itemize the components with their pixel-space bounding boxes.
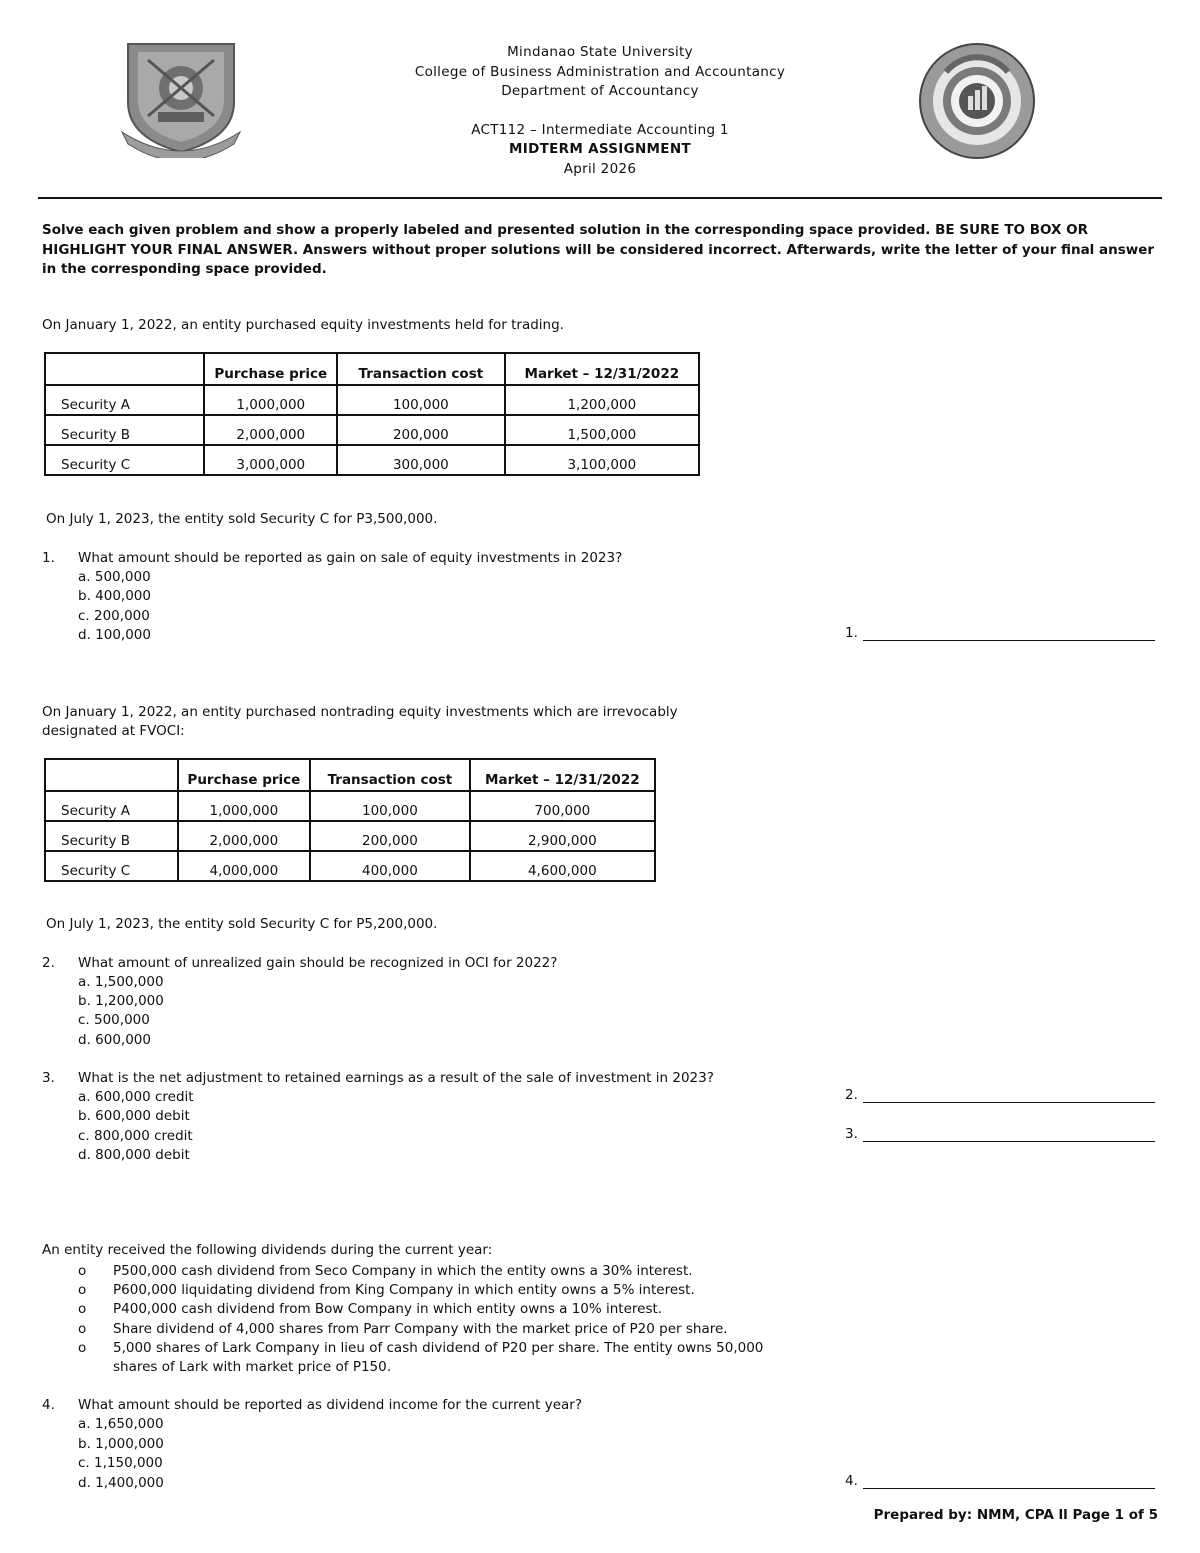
department-name: Department of Accountancy xyxy=(501,83,699,99)
table-cell: 1,200,000 xyxy=(505,385,699,415)
answer-label: 1. xyxy=(845,625,858,641)
table-cell: 1,500,000 xyxy=(505,415,699,445)
table-header-cell: Transaction cost xyxy=(337,353,505,385)
choice-d: d. 100,000 xyxy=(78,627,151,643)
answer-label: 2. xyxy=(845,1087,858,1103)
table-cell: 3,100,000 xyxy=(505,445,699,475)
table-cell: 3,000,000 xyxy=(204,445,337,475)
choice-a: a. 1,650,000 xyxy=(78,1416,164,1432)
bullet-marker: o xyxy=(78,1263,87,1279)
dividend-item: P600,000 liquidating dividend from King Company in which entity owns a 5% interest. xyxy=(113,1282,695,1298)
problem2-table xyxy=(44,758,656,882)
table-header-row xyxy=(45,759,655,791)
table-cell: Security A xyxy=(45,385,204,415)
course-title: ACT112 – Intermediate Accounting 1 xyxy=(471,122,729,138)
dividend-item: P500,000 cash dividend from Seco Company in which the entity owns a 30% interest. xyxy=(113,1263,693,1279)
bullet-marker: o xyxy=(78,1321,87,1337)
bullet-marker: o xyxy=(78,1282,87,1298)
table-cell: Security C xyxy=(45,445,204,475)
choice-c: c. 500,000 xyxy=(78,1012,150,1028)
table-cell: Security C xyxy=(45,851,178,881)
table-cell: 4,600,000 xyxy=(470,851,655,881)
choice-a: a. 1,500,000 xyxy=(78,974,164,990)
question-text: What amount should be reported as gain on sale of equity investments in 2023? xyxy=(78,550,623,566)
table-row xyxy=(45,385,699,415)
table-row xyxy=(45,791,655,821)
dividend-item: Share dividend of 4,000 shares from Parr Company with the market price of P20 per share. xyxy=(113,1321,728,1337)
question-number: 1. xyxy=(42,550,55,566)
answer-blank[interactable] xyxy=(863,1141,1155,1142)
table-header-cell: Market – 12/31/2022 xyxy=(470,759,655,791)
table-header-cell xyxy=(45,353,204,385)
choice-c: c. 800,000 credit xyxy=(78,1128,193,1144)
table-row xyxy=(45,821,655,851)
instructions: Solve each given problem and show a properly labeled and presented solution in the corresponding space provided. BE SURE TO BOX OR HIGHLIGHT YOUR FINAL ANSWER. Answers without proper solutions will be considered incorrect. Afterwards, write the letter of your final answer in the corresponding space provided. xyxy=(42,222,1155,277)
college-name: College of Business Administration and Accountancy xyxy=(414,64,786,80)
bullet-marker: o xyxy=(78,1301,87,1317)
problem3-intro: An entity received the following dividends during the current year: xyxy=(42,1242,493,1258)
table-cell: 100,000 xyxy=(310,791,470,821)
choice-a: a. 600,000 credit xyxy=(78,1089,194,1105)
table-header-cell: Purchase price xyxy=(178,759,311,791)
table-cell: 1,000,000 xyxy=(204,385,337,415)
choice-b: b. 1,000,000 xyxy=(78,1436,164,1452)
answer-blank[interactable] xyxy=(863,1488,1155,1489)
choice-d: d. 1,400,000 xyxy=(78,1475,164,1491)
answer-label: 3. xyxy=(845,1126,858,1142)
table-cell: 2,000,000 xyxy=(178,821,311,851)
table-header-cell: Purchase price xyxy=(204,353,337,385)
choice-a: a. 500,000 xyxy=(78,569,151,585)
table-cell: Security B xyxy=(45,415,204,445)
assessment-date: April 2026 xyxy=(563,161,637,177)
bullet-marker: o xyxy=(78,1340,87,1356)
dividend-item: P400,000 cash dividend from Bow Company in which entity owns a 10% interest. xyxy=(113,1301,663,1317)
choice-b: b. 400,000 xyxy=(78,588,151,604)
university-name: Mindanao State University xyxy=(507,44,693,60)
table-row xyxy=(45,415,699,445)
dividend-item: 5,000 shares of Lark Company in lieu of cash dividend of P20 per share. The entity owns 50,000 xyxy=(113,1340,764,1356)
table-header-cell xyxy=(45,759,178,791)
assessment-title: MIDTERM ASSIGNMENT xyxy=(509,141,691,157)
choice-d: d. 800,000 debit xyxy=(78,1147,190,1163)
problem1-sale-note: On July 1, 2023, the entity sold Security C for P3,500,000. xyxy=(46,511,438,527)
table-cell: 200,000 xyxy=(310,821,470,851)
choice-d: d. 600,000 xyxy=(78,1032,151,1048)
choice-b: b. 1,200,000 xyxy=(78,993,164,1009)
question-number: 4. xyxy=(42,1397,55,1413)
table-cell: Security A xyxy=(45,791,178,821)
table-cell: 2,000,000 xyxy=(204,415,337,445)
question-text: What amount of unrealized gain should be recognized in OCI for 2022? xyxy=(78,955,558,971)
answer-blank[interactable] xyxy=(863,640,1155,641)
problem1-table xyxy=(44,352,700,476)
header-divider xyxy=(38,197,1162,199)
choice-b: b. 600,000 debit xyxy=(78,1108,190,1124)
table-header-row xyxy=(45,353,699,385)
question-text: What amount should be reported as dividend income for the current year? xyxy=(78,1397,582,1413)
question-text: What is the net adjustment to retained earnings as a result of the sale of investment in 2023? xyxy=(78,1070,714,1086)
table-cell: 2,900,000 xyxy=(470,821,655,851)
table-cell: 1,000,000 xyxy=(178,791,311,821)
dividend-item-continued: shares of Lark with market price of P150. xyxy=(113,1359,392,1375)
table-cell: 400,000 xyxy=(310,851,470,881)
problem2-intro-line2: designated at FVOCI: xyxy=(42,723,185,739)
table-cell: Security B xyxy=(45,821,178,851)
answer-label: 4. xyxy=(845,1473,858,1489)
table-cell: 100,000 xyxy=(337,385,505,415)
problem2-sale-note: On July 1, 2023, the entity sold Security C for P5,200,000. xyxy=(46,916,438,932)
table-cell: 300,000 xyxy=(337,445,505,475)
page-footer: Prepared by: NMM, CPA ll Page 1 of 5 xyxy=(873,1507,1158,1523)
question-number: 3. xyxy=(42,1070,55,1086)
table-cell: 4,000,000 xyxy=(178,851,311,881)
problem2-intro-line1: On January 1, 2022, an entity purchased nontrading equity investments which are irrevocably xyxy=(42,704,678,720)
question-number: 2. xyxy=(42,955,55,971)
answer-blank[interactable] xyxy=(863,1102,1155,1103)
table-row xyxy=(45,445,699,475)
table-cell: 700,000 xyxy=(470,791,655,821)
choice-c: c. 200,000 xyxy=(78,608,150,624)
table-header-cell: Transaction cost xyxy=(310,759,470,791)
table-header-cell: Market – 12/31/2022 xyxy=(505,353,699,385)
choice-c: c. 1,150,000 xyxy=(78,1455,163,1471)
table-cell: 200,000 xyxy=(337,415,505,445)
problem1-intro: On January 1, 2022, an entity purchased equity investments held for trading. xyxy=(42,317,564,333)
table-row xyxy=(45,851,655,881)
